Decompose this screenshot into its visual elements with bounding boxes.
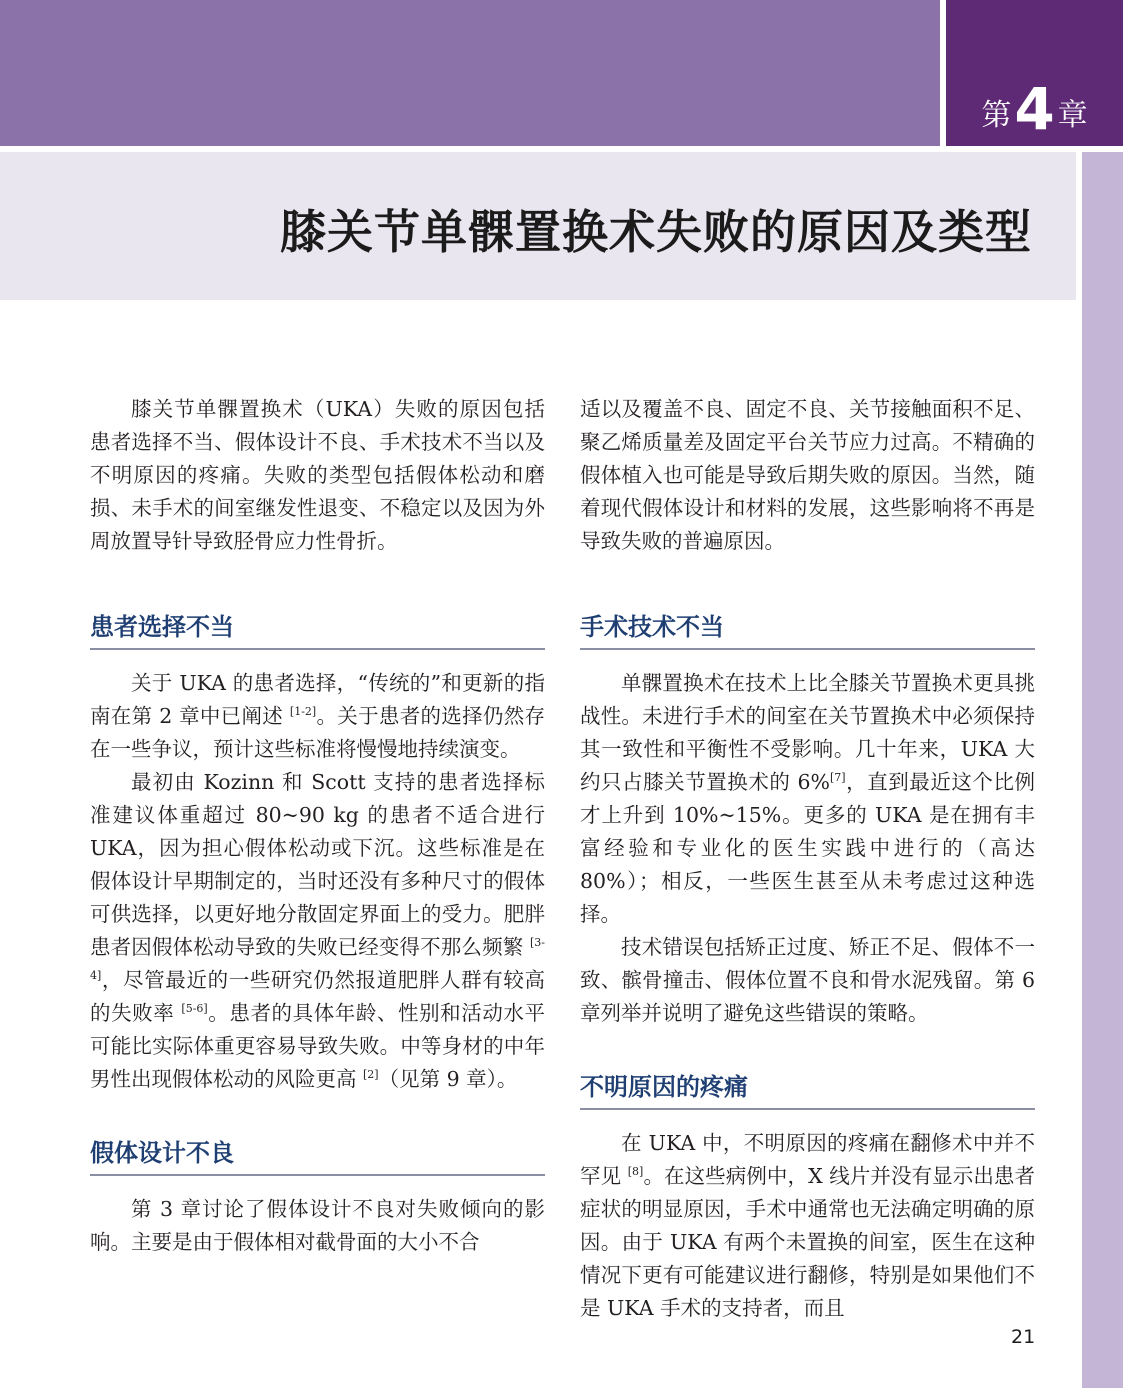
- paragraph: 第 3 章讨论了假体设计不良对失败倾向的影响。主要是由于假体相对截骨面的大小不合: [90, 1197, 545, 1254]
- citation: [3-4]: [90, 936, 545, 982]
- paragraph: [90, 766, 545, 1096]
- text: 。患者的具体年龄、性别和活动水平可能比实际体重更容易导致失败。中等身材的中年男性出现假体松动的风险更高: [90, 1001, 545, 1091]
- text: 。关于患者的选择仍然存在一些争议，预计这些标准将慢慢地持续演变。: [90, 704, 546, 761]
- left-column: [90, 393, 545, 1259]
- section-heading-prosthesis-design: 假体设计不良: [90, 1134, 545, 1176]
- section-heading-unexplained-pain: 不明原因的疼痛: [580, 1068, 1035, 1110]
- text: 最初由 Kozinn 和 Scott 支持的患者选择标准建议体重超过 80~90 kg 的患者不适合进行 UKA，因为担心假体松动或下沉。这些标准是在假体设计早期制定的，当时还没有多种尺寸的假体可供选择，以更好地分散固定界面上的受力。肥胖患者因假体松动导致的失败已经变得不那么频繁: [90, 770, 545, 959]
- title-band: [0, 152, 1076, 300]
- text: ，直到最近这个比例才上升到 10%~15%。更多的 UKA 是在拥有丰富经验和专业化的医生实践中进行的（高达 80%）；相反，一些医生甚至从未考虑过这种选择。: [580, 770, 1035, 926]
- chapter-prefix: 第: [981, 98, 1012, 133]
- page-number: 21: [1011, 1326, 1036, 1348]
- citation: [7]: [830, 771, 846, 784]
- text: （见第 9 章）。: [378, 1067, 518, 1091]
- text: 。在这些病例中，X 线片并没有显示出患者症状的明显原因，手术中通常也无法确定明确的原因。由于 UKA 有两个未置换的间室，医生在这种情况下更有可能建议进行翻修，特别是如果他们不是 UKA 手术的支持者，而且: [580, 1164, 1035, 1320]
- paragraph: [90, 667, 545, 766]
- right-column: [580, 393, 1035, 1325]
- chapter-suffix: 章: [1057, 98, 1088, 133]
- header-band: [0, 0, 940, 146]
- section-heading-patient-selection: 患者选择不当: [90, 608, 545, 650]
- paragraph: 技术错误包括矫正过度、矫正不足、假体不一致、髌骨撞击、假体位置不良和骨水泥残留。第 6 章列举并说明了避免这些错误的策略。: [580, 935, 1035, 1025]
- citation: [2]: [363, 1068, 379, 1081]
- page-title: 膝关节单髁置换术失败的原因及类型: [280, 205, 1032, 259]
- side-strip: [1082, 152, 1123, 1388]
- text: 单髁置换术在技术上比全膝关节置换术更具挑战性。未进行手术的间室在关节置换术中必须保持其一致性和平衡性不受影响。几十年来，UKA 大约只占膝关节置换术的 6%: [580, 671, 1035, 794]
- text: 关于 UKA 的患者选择，“传统的”和更新的指南在第 2 章中已阐述: [90, 671, 545, 728]
- chapter-box: [946, 0, 1123, 146]
- citation: [8]: [627, 1165, 644, 1178]
- intro-paragraph: 膝关节单髁置换术（UKA）失败的原因包括患者选择不当、假体设计不良、手术技术不当以及不明原因的疼痛。失败的类型包括假体松动和磨损、未手术的间室继发性退变、不稳定以及因为外周放置导针导致胫骨应力性骨折。: [90, 397, 545, 553]
- citation: [5-6]: [181, 1002, 208, 1015]
- section-heading-surgical-technique: 手术技术不当: [580, 608, 1035, 650]
- chapter-label: [946, 75, 1123, 143]
- text: ，尽管最近的一些研究仍然报道肥胖人群有较高的失败率: [90, 968, 545, 1025]
- text: 在 UKA 中，不明原因的疼痛在翻修术中并不罕见: [580, 1131, 1035, 1188]
- citation: [1-2]: [289, 705, 317, 718]
- paragraph: [580, 667, 1035, 931]
- paragraph: [580, 1127, 1035, 1325]
- paragraph-continued: 适以及覆盖不良、固定不良、关节接触面积不足、聚乙烯质量差及固定平台关节应力过高。不精确的假体植入也可能是导致后期失败的原因。当然，随着现代假体设计和材料的发展，这些影响将不再是导致失败的普遍原因。: [580, 397, 1035, 553]
- chapter-number: 4: [1014, 75, 1055, 143]
